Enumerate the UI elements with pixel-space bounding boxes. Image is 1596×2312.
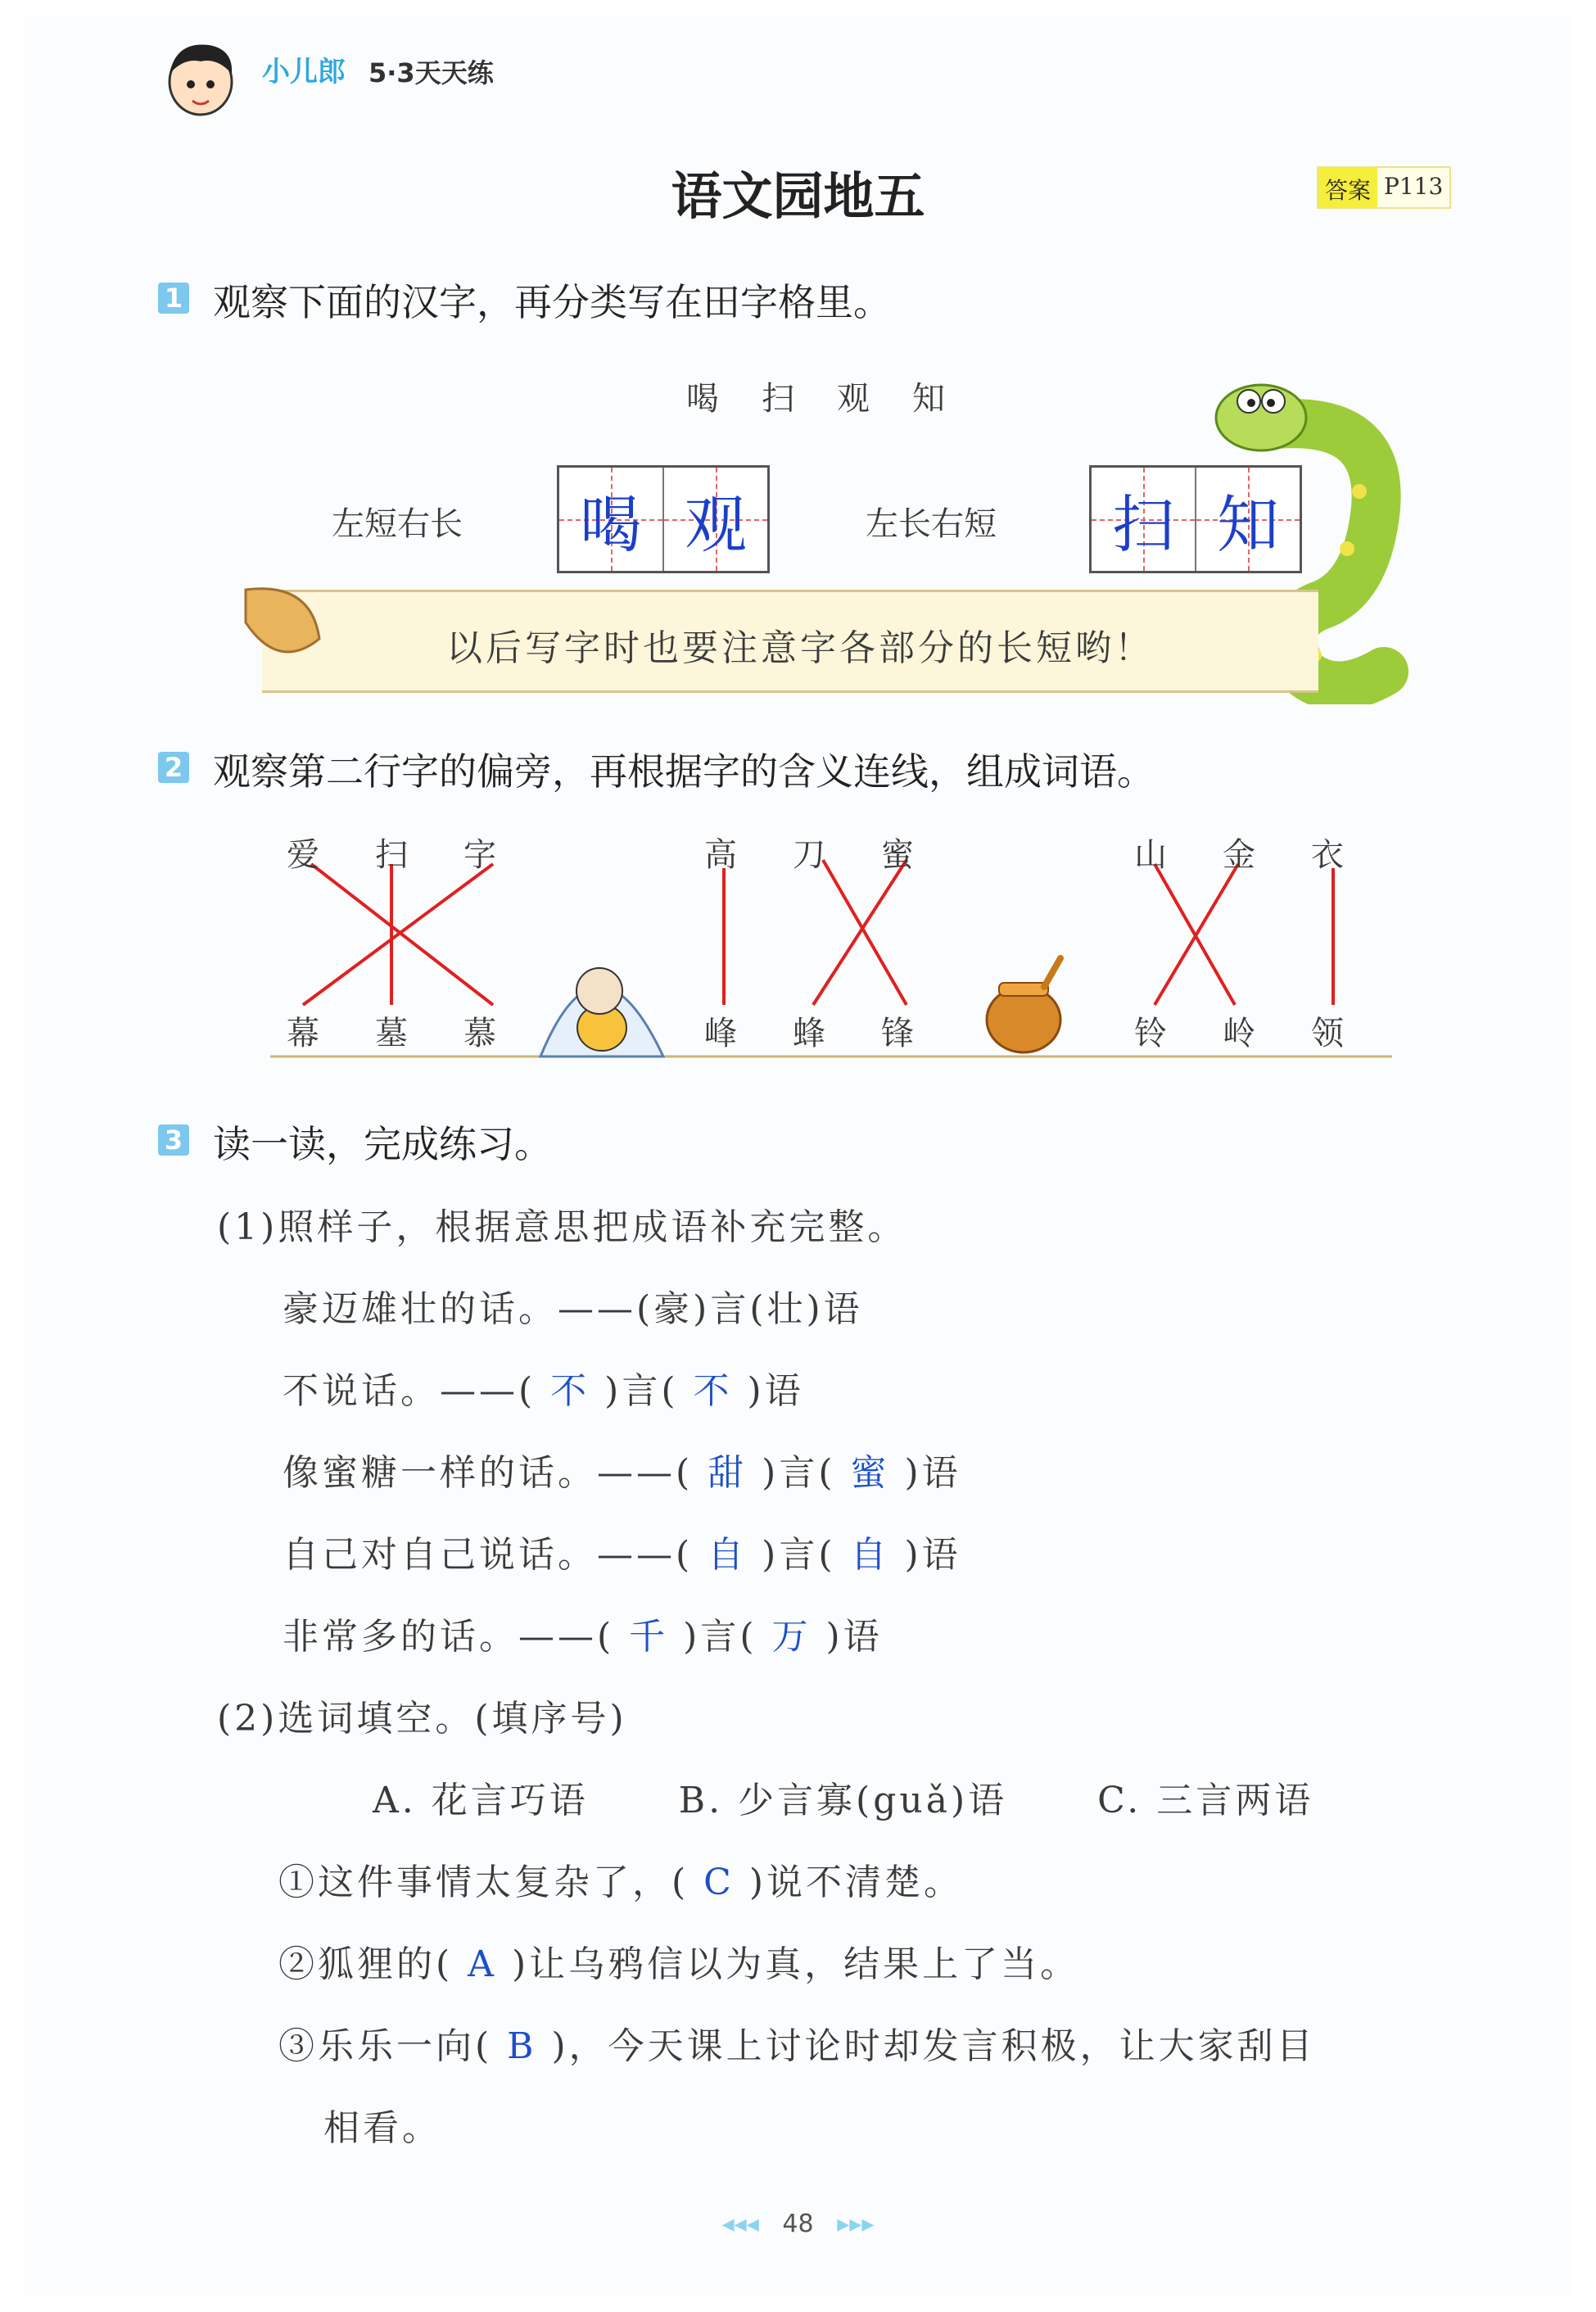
idiom-answer[interactable]: 自 — [850, 1534, 890, 1576]
page-footer — [0, 2210, 1596, 2238]
question-1-number: 1 — [158, 283, 189, 314]
honey-pot-icon — [979, 954, 1069, 1056]
option-item: B. 少言寡(guǎ)语 — [678, 1780, 1008, 1821]
match-bottom-char[interactable]: 岭 — [1223, 1015, 1255, 1052]
group1-label: 左短右长 — [332, 505, 463, 543]
match-bottom-char[interactable]: 墓 — [375, 1015, 408, 1052]
tian-answer: 扫 — [1112, 487, 1174, 561]
q2-group1-top — [287, 829, 496, 875]
match-bottom-char[interactable]: 领 — [1311, 1015, 1344, 1052]
fill-answer[interactable]: B — [507, 2025, 537, 2067]
match-top-char[interactable]: 爱 — [287, 836, 319, 874]
footer-right-arrows-icon: ▸▸▸ — [837, 2210, 875, 2238]
q1-char: 知 — [912, 380, 945, 418]
part1-instruction: (1)照样子，根据意思把成语补充完整。 — [217, 1206, 907, 1248]
q2-group3-bottom — [1134, 1007, 1344, 1054]
idiom-answer[interactable]: 不 — [693, 1370, 733, 1412]
fill-row-continuation: 相看。 — [323, 2107, 441, 2149]
idiom-answer[interactable]: 不 — [550, 1370, 590, 1412]
part2-instruction: (2)选词填空。(填序号) — [217, 1698, 627, 1740]
tip-text: 以后写字时也要注意字各部分的长短哟！ — [446, 627, 1154, 669]
fill-answer[interactable]: A — [468, 1943, 497, 1985]
match-top-char[interactable]: 蜜 — [881, 836, 914, 874]
idiom-answer[interactable]: 甜 — [708, 1452, 748, 1494]
match-top-char[interactable]: 衣 — [1311, 836, 1344, 874]
idiom-answer[interactable]: 万 — [771, 1616, 812, 1658]
fill-row: ③乐乐一向( B )，今天课上讨论时却发言积极，让大家刮目 — [278, 2025, 1316, 2067]
tian-answer: 观 — [685, 487, 747, 561]
brand-name: 小儿郎 — [262, 56, 346, 88]
answer-page: P113 — [1377, 168, 1449, 207]
question-3-number: 3 — [158, 1124, 189, 1156]
match-top-char[interactable]: 高 — [704, 836, 737, 874]
question-3-text: 读一读，完成练习。 — [213, 1122, 552, 1166]
page-title: 语文园地五 — [671, 166, 925, 226]
q2-group3-top — [1134, 829, 1344, 875]
question-2-text: 观察第二行字的偏旁，再根据字的含义连线，组成词语。 — [213, 749, 1155, 794]
idiom-answer[interactable]: 千 — [629, 1616, 669, 1658]
q1-char: 观 — [837, 380, 870, 418]
group2-label: 左长右短 — [866, 505, 997, 543]
match-top-char[interactable]: 山 — [1134, 836, 1167, 874]
part1-example: 豪迈雄壮的话。——(豪)言(壮)语 — [283, 1288, 863, 1330]
match-top-char[interactable]: 金 — [1223, 836, 1255, 874]
q2-group2-top — [704, 829, 914, 875]
match-top-char[interactable]: 字 — [463, 836, 496, 874]
match-bottom-char[interactable]: 铃 — [1134, 1015, 1167, 1052]
part2-options — [373, 1771, 1313, 1823]
q1-char: 喝 — [686, 380, 719, 418]
idiom-row: 非常多的话。——( 千 )言( 万 )语 — [283, 1616, 883, 1658]
idiom-row: 不说话。——( 不 )言( 不 )语 — [283, 1370, 804, 1412]
q2-group1-bottom — [287, 1007, 496, 1054]
question-1-text: 观察下面的汉字，再分类写在田字格里。 — [213, 280, 891, 324]
q2-group2-bottom — [704, 1007, 914, 1054]
match-bottom-char[interactable]: 慕 — [463, 1015, 496, 1052]
tian-answer: 知 — [1217, 487, 1279, 561]
idiom-row: 自己对自己说话。——( 自 )言( 自 )语 — [283, 1534, 961, 1576]
fill-row: ②狐狸的( A )让乌鸦信以为真，结果上了当。 — [278, 1943, 1080, 1985]
match-bottom-char[interactable]: 幕 — [287, 1015, 319, 1052]
idiom-row: 像蜜糖一样的话。——( 甜 )言( 蜜 )语 — [283, 1452, 961, 1494]
idiom-answer[interactable]: 蜜 — [850, 1452, 890, 1494]
fill-row: ①这件事情太复杂了，( C )说不清楚。 — [278, 1862, 964, 1903]
option-item: C. 三言两语 — [1097, 1780, 1314, 1821]
idiom-answer[interactable]: 自 — [708, 1534, 748, 1576]
brand-series: 5·3天天练 — [368, 57, 494, 88]
match-bottom-char[interactable]: 锋 — [881, 1015, 914, 1052]
match-top-char[interactable]: 扫 — [375, 836, 408, 874]
option-item: A. 花言巧语 — [373, 1780, 589, 1821]
fill-answer[interactable]: C — [703, 1862, 735, 1903]
question-2-number: 2 — [158, 752, 189, 783]
match-top-char[interactable]: 刀 — [793, 836, 825, 874]
match-bottom-char[interactable]: 蜂 — [793, 1015, 825, 1052]
tian-answer: 喝 — [580, 487, 642, 561]
q1-char: 扫 — [762, 380, 794, 418]
footer-left-arrows-icon: ◂◂◂ — [721, 2210, 759, 2238]
bee-illustration-icon — [524, 925, 671, 1065]
match-bottom-char[interactable]: 峰 — [704, 1015, 737, 1052]
page-number: 48 — [782, 2210, 814, 2238]
answer-label: 答案 — [1318, 168, 1377, 207]
